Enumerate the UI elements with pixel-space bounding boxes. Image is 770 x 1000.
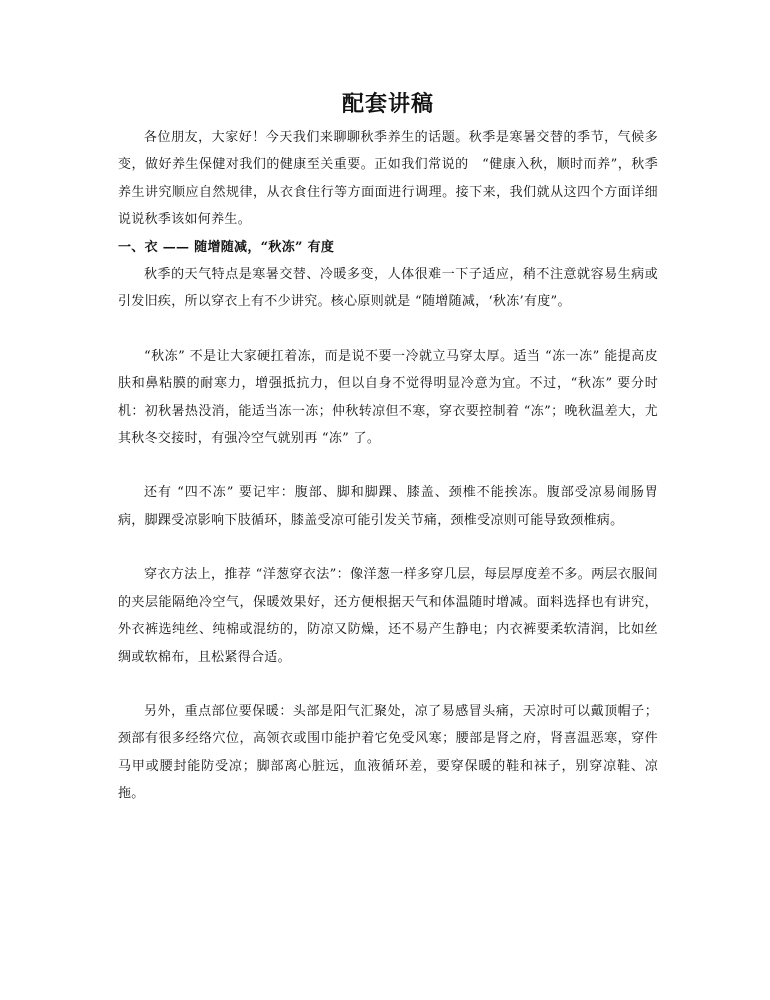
paragraph-spacer	[118, 534, 658, 561]
clothing-paragraph-3: 还有 “四不冻” 要记牢：腹部、脚和脚踝、膝盖、颈椎不能挨冻。腹部受凉易闹肠胃病，脚踝受凉影响下肢循环，膝盖受凉可能引发关节痛，颈椎受凉则可能导致颈椎病。	[118, 485, 658, 528]
clothing-paragraph-4: 穿衣方法上，推荐 “洋葱穿衣法”：像洋葱一样多穿几层，每层厚度差不多。两层衣服间的夹层能隔绝冷空气，保暖效果好，还方便根据天气和体温随时增减。面料选择也有讲究，外衣裤选纯丝、纯棉或混纺的，防凉又防燥，还不易产生静电；内衣裤要柔软清润，比如丝绸或软棉布，且松紧得合适。	[118, 567, 658, 665]
paragraph-spacer	[118, 452, 658, 479]
document-body	[118, 124, 658, 808]
paragraph-spacer	[118, 316, 658, 343]
paragraph-spacer	[118, 671, 658, 698]
section-heading-clothing: 一、衣 —— 随增随减，“秋冻” 有度	[118, 239, 335, 255]
intro-paragraph: 各位朋友，大家好！今天我们来聊聊秋季养生的话题。秋季是寒暑交替的季节，气候多变，做好养生保健对我们的健康至关重要。正如我们常说的 “健康入秋，顺时而养”，秋季养生讲究顺应自然规律，从衣食住行等方面面进行调理。接下来，我们就从这四个方面详细说说秋季该如何养生。	[118, 130, 658, 228]
clothing-paragraph-5: 另外，重点部位要保暖：头部是阳气汇聚处，凉了易感冒头痛，天凉时可以戴顶帽子；颈部有很多经络穴位，高领衣或围巾能护着它免受风寒；腰部是肾之府，肾喜温恶寒，穿件马甲或腰封能防受凉；脚部离心脏远，血液循环差，要穿保暖的鞋和袜子，别穿凉鞋、凉拖。	[118, 703, 658, 802]
clothing-paragraph-2: “秋冻” 不是让大家硬扛着冻，而是说不要一冷就立马穿太厚。适当 “冻一冻” 能提高皮肤和鼻粘膜的耐寒力，增强抵抗力，但以自身不觉得明显冷意为宜。不过，“秋冻” 要分时机：初秋暑热没消，能适当冻一冻；仲秋转凉但不寒，穿衣要控制着 “冻”；晚秋温差大，尤其秋冬交接时，有强冷空气就别再 “冻” 了。	[118, 348, 658, 447]
clothing-paragraph-1: 秋季的天气特点是寒暑交替、冷暖多变，人体很难一下子适应，稍不注意就容易生病或引发旧疾，所以穿衣上有不少讲究。核心原则就是 “随增随减，‘秋冻’有度”。	[118, 267, 658, 310]
document-title: 配套讲稿	[341, 91, 434, 117]
